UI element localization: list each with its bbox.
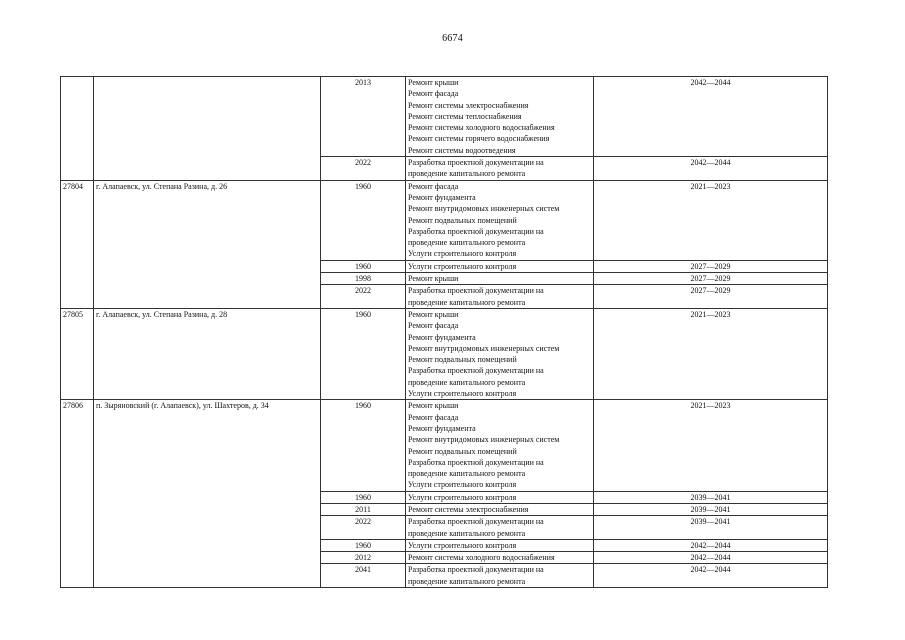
work-item: проведение капитального ремонта bbox=[408, 469, 526, 479]
work-item: Ремонт фасада bbox=[408, 89, 459, 99]
planned-period: 2021—2023 bbox=[594, 308, 828, 399]
work-item: Ремонт фундамента bbox=[408, 332, 476, 342]
last-repair-year: 2013 bbox=[321, 77, 406, 157]
planned-period: 2042—2044 bbox=[594, 77, 828, 157]
last-repair-year: 1960 bbox=[321, 260, 406, 272]
last-repair-year: 2022 bbox=[321, 516, 406, 540]
table-row bbox=[61, 308, 828, 399]
work-types bbox=[406, 400, 594, 491]
building-address: г. Алапаевск, ул. Степана Разина, д. 26 bbox=[94, 180, 321, 308]
building-number: 27804 bbox=[61, 180, 94, 308]
table-row bbox=[61, 77, 828, 157]
work-item: Услуги строительного контроля bbox=[408, 492, 517, 502]
building-address bbox=[94, 77, 321, 181]
planned-period: 2042—2044 bbox=[594, 564, 828, 588]
work-types bbox=[406, 157, 594, 181]
work-item: Ремонт фасада bbox=[408, 412, 459, 422]
work-types bbox=[406, 516, 594, 540]
planned-period: 2027—2029 bbox=[594, 260, 828, 272]
work-types bbox=[406, 491, 594, 503]
planned-period: 2039—2041 bbox=[594, 503, 828, 515]
work-item: проведение капитального ремонта bbox=[408, 297, 526, 307]
building-address: г. Алапаевск, ул. Степана Разина, д. 28 bbox=[94, 308, 321, 399]
planned-period: 2042—2044 bbox=[594, 552, 828, 564]
work-types bbox=[406, 180, 594, 260]
work-item: Разработка проектной документации на bbox=[408, 158, 544, 168]
page-number: 6674 bbox=[442, 33, 463, 44]
work-types bbox=[406, 503, 594, 515]
table-row bbox=[61, 400, 828, 491]
planned-period: 2027—2029 bbox=[594, 285, 828, 309]
work-item: Ремонт внутридомовых инженерных систем bbox=[408, 204, 560, 214]
work-item: Ремонт внутридомовых инженерных систем bbox=[408, 435, 560, 445]
work-item: Ремонт системы электроснабжения bbox=[408, 504, 529, 514]
work-item: Ремонт крыши bbox=[408, 309, 459, 319]
work-item: Разработка проектной документации на bbox=[408, 286, 544, 296]
planned-period: 2021—2023 bbox=[594, 400, 828, 491]
last-repair-year: 1960 bbox=[321, 539, 406, 551]
last-repair-year: 1998 bbox=[321, 273, 406, 285]
planned-period: 2039—2041 bbox=[594, 516, 828, 540]
work-item: Ремонт внутридомовых инженерных систем bbox=[408, 343, 560, 353]
work-item: Ремонт фундамента bbox=[408, 423, 476, 433]
repair-schedule-table bbox=[60, 76, 828, 588]
work-types bbox=[406, 260, 594, 272]
building-address: п. Зыряновский (г. Алапаевск), ул. Шахтеров, д. 34 bbox=[94, 400, 321, 588]
work-item: Услуги строительного контроля bbox=[408, 389, 517, 399]
work-item: Услуги строительного контроля bbox=[408, 261, 517, 271]
work-item: Услуги строительного контроля bbox=[408, 480, 517, 490]
work-item: Ремонт подвальных помещений bbox=[408, 215, 517, 225]
last-repair-year: 2022 bbox=[321, 285, 406, 309]
work-item: Ремонт подвальных помещений bbox=[408, 355, 517, 365]
work-item: Ремонт системы электроснабжения bbox=[408, 100, 529, 110]
work-types bbox=[406, 77, 594, 157]
work-item: Ремонт подвальных помещений bbox=[408, 446, 517, 456]
work-item: Ремонт крыши bbox=[408, 274, 459, 284]
table-body bbox=[61, 77, 828, 588]
work-item: Разработка проектной документации на bbox=[408, 517, 544, 527]
work-types bbox=[406, 285, 594, 309]
last-repair-year: 1960 bbox=[321, 491, 406, 503]
work-item: Разработка проектной документации на bbox=[408, 565, 544, 575]
work-types bbox=[406, 539, 594, 551]
last-repair-year: 1960 bbox=[321, 180, 406, 260]
building-number: 27805 bbox=[61, 308, 94, 399]
work-types bbox=[406, 308, 594, 399]
planned-period: 2042—2044 bbox=[594, 157, 828, 181]
work-item: проведение капитального ремонта bbox=[408, 238, 526, 248]
work-item: Ремонт крыши bbox=[408, 401, 459, 411]
work-item: Услуги строительного контроля bbox=[408, 249, 517, 259]
work-item: проведение капитального ремонта bbox=[408, 377, 526, 387]
work-item: Ремонт крыши bbox=[408, 78, 459, 87]
work-item: Ремонт системы водоотведения bbox=[408, 145, 516, 155]
work-types bbox=[406, 273, 594, 285]
planned-period: 2021—2023 bbox=[594, 180, 828, 260]
work-item: Ремонт фасада bbox=[408, 181, 459, 191]
work-item: проведение капитального ремонта bbox=[408, 169, 526, 179]
building-number: 27806 bbox=[61, 400, 94, 588]
last-repair-year: 2011 bbox=[321, 503, 406, 515]
work-item: Ремонт системы горячего водоснабжения bbox=[408, 134, 550, 144]
work-item: проведение капитального ремонта bbox=[408, 576, 526, 586]
work-item: Ремонт системы холодного водоснабжения bbox=[408, 553, 555, 563]
last-repair-year: 2022 bbox=[321, 157, 406, 181]
work-item: Ремонт системы теплоснабжения bbox=[408, 111, 522, 121]
planned-period: 2042—2044 bbox=[594, 539, 828, 551]
planned-period: 2027—2029 bbox=[594, 273, 828, 285]
last-repair-year: 1960 bbox=[321, 308, 406, 399]
last-repair-year: 2012 bbox=[321, 552, 406, 564]
work-item: Услуги строительного контроля bbox=[408, 540, 517, 550]
work-types bbox=[406, 564, 594, 588]
work-item: проведение капитального ремонта bbox=[408, 528, 526, 538]
table-row bbox=[61, 180, 828, 260]
work-item: Разработка проектной документации на bbox=[408, 457, 544, 467]
planned-period: 2039—2041 bbox=[594, 491, 828, 503]
last-repair-year: 2041 bbox=[321, 564, 406, 588]
work-types bbox=[406, 552, 594, 564]
work-item: Разработка проектной документации на bbox=[408, 226, 544, 236]
building-number bbox=[61, 77, 94, 181]
work-item: Разработка проектной документации на bbox=[408, 366, 544, 376]
work-item: Ремонт фасада bbox=[408, 321, 459, 331]
last-repair-year: 1960 bbox=[321, 400, 406, 491]
work-item: Ремонт фундамента bbox=[408, 192, 476, 202]
work-item: Ремонт системы холодного водоснабжения bbox=[408, 123, 555, 133]
